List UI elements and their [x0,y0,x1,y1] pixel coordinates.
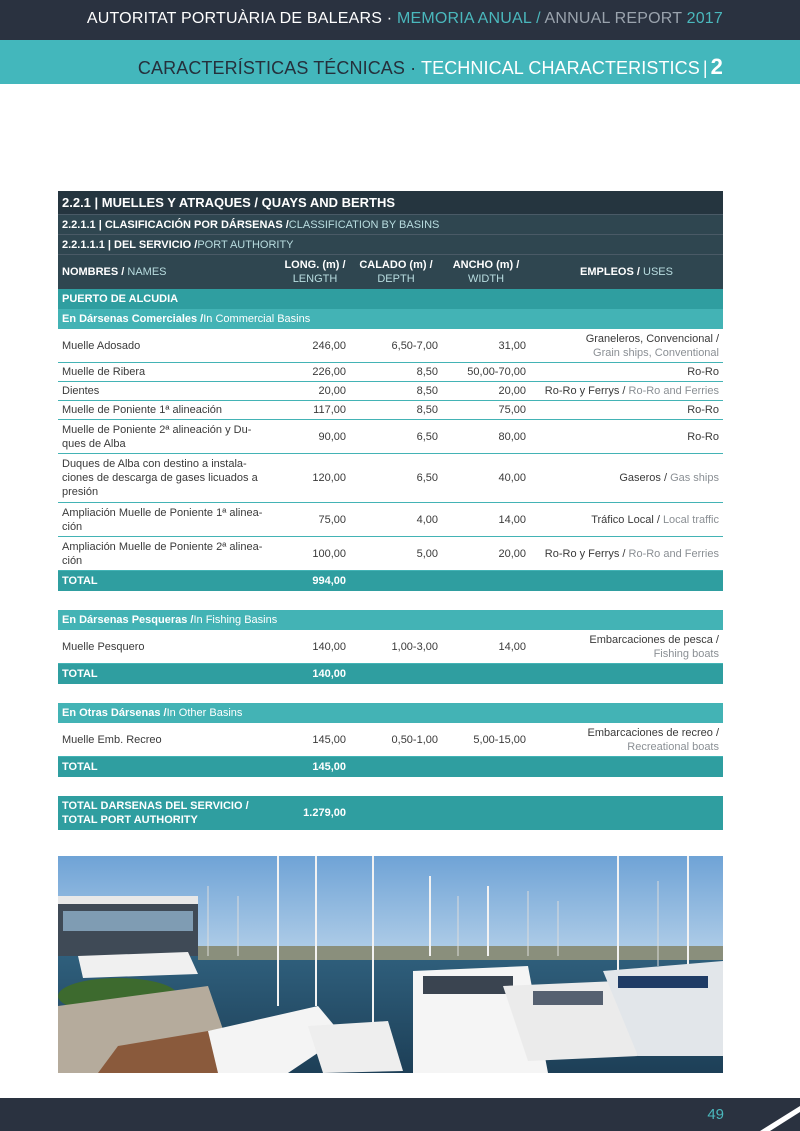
berth-length: 117,00 [313,404,346,416]
berth-width: 14,00 [498,513,526,526]
berth-uses [530,332,723,360]
grand-total-value: 1.279,00 [303,807,346,819]
table-row [58,630,723,664]
berth-name [58,403,280,417]
section-title [138,54,723,80]
total-value: 145,00 [312,761,346,773]
other-total-row [58,757,723,777]
marina-photo [58,856,723,1073]
table-title-row [58,191,723,215]
total-value: 994,00 [312,575,346,587]
col-names-header [58,266,280,278]
berth-depth: 6,50 [416,430,438,443]
berth-depth: 5,00 [416,547,438,560]
classification-label-es: 2.2.1.1 | CLASIFICACIÓN POR DÁRSENAS / [62,218,289,231]
table-row [58,401,723,420]
table-row [58,503,723,537]
title-dot: · [382,10,397,27]
berth-use-es: Ro-Ro [687,404,719,416]
berth-width: 20,00 [498,547,526,560]
berth-use-es: Embarcaciones de pesca / [589,633,719,646]
col-names-en: NAMES [127,266,167,278]
grand-total-label [58,799,280,827]
berth-name-line: presión [62,486,99,498]
berth-name-line: ciones de descarga de gases licuados a [62,472,258,484]
berth-name [58,339,280,353]
section-dot: · [405,58,421,78]
classification-subheader [58,215,723,235]
spacer [58,684,723,703]
section-title-en: TECHNICAL CHARACTERISTICS [421,58,700,78]
berth-length: 120,00 [312,472,346,484]
berth-name-line: Muelle Pesquero [62,640,145,653]
col-depth-es: CALADO (m) / [359,259,433,271]
col-depth-en: DEPTH [377,273,415,285]
report-year: 2017 [681,10,723,27]
berth-use-en: Ro-Ro and Ferries [628,547,719,560]
section-number: 2 [710,54,723,79]
berth-uses [530,513,723,527]
table-row [58,382,723,401]
commercial-label-es: En Dársenas Comerciales / [62,313,204,325]
berth-uses [530,471,723,485]
berth-use-en: Ro-Ro and Ferries [628,385,719,397]
col-uses-en: USES [643,266,673,278]
berth-name-line: Muelle de Poniente 2ª alineación y Du- [62,423,252,436]
section-title-es: CARACTERÍSTICAS TÉCNICAS [137,58,406,78]
total-label: TOTAL [62,668,98,680]
berth-uses [530,547,723,561]
spacer [58,591,723,610]
service-label-en: PORT AUTHORITY [197,238,294,251]
fishing-total-row [58,664,723,684]
spacer [58,777,723,796]
berth-use-es: Ro-Ro [687,366,719,378]
table-row [58,329,723,363]
org-name: AUTORITAT PORTUÀRIA DE BALEARS [86,10,383,27]
berth-name [58,423,280,451]
berth-depth: 8,50 [416,366,438,378]
berth-use-es: Ro-Ro y Ferrys / [544,385,629,397]
other-rows [58,723,723,757]
berth-uses [530,365,723,379]
port-authority-subheader [58,235,723,255]
berth-depth: 8,50 [416,385,438,397]
berth-name-line: Dientes [62,385,100,397]
col-uses-header [530,265,723,279]
fishing-label-es: En Dársenas Pesqueras / [62,614,194,626]
port-row [58,289,723,309]
berth-name [58,365,280,379]
commercial-total-row [58,571,723,591]
berth-name [58,384,280,398]
berth-use-en: Grain ships, Conventional [593,346,719,359]
berth-use-es: Gaseros / [619,472,671,484]
berth-length: 145,00 [312,733,346,746]
berth-name [58,640,280,654]
table-row [58,363,723,382]
memoria-label: MEMORIA ANUAL [396,10,532,27]
berth-name [58,540,280,568]
total-label: TOTAL [62,761,98,773]
berth-depth: 4,00 [416,513,438,526]
berth-uses [530,633,723,661]
berth-length: 140,00 [312,640,346,653]
berth-use-en: Recreational boats [627,740,719,753]
fishing-basin-header [58,610,723,630]
berth-name [58,733,280,747]
berth-use-es: Embarcaciones de recreo / [587,726,719,739]
grand-total-label-en: TOTAL PORT AUTHORITY [62,814,198,826]
berth-use-es: Ro-Ro y Ferrys / [544,547,629,560]
other-basin-header [58,703,723,723]
commercial-label-en: In Commercial Basins [203,313,311,325]
berth-depth: 6,50-7,00 [391,339,438,352]
berth-name-line: Ampliación Muelle de Poniente 1ª alinea- [62,506,263,519]
table-title: 2.2.1 | MUELLES Y ATRAQUES / QUAYS AND BERTHS [62,195,396,210]
berth-uses [530,403,723,417]
berth-name-line: ción [62,554,83,567]
berth-name-line: Duques de Alba con destino a instala- [62,458,247,470]
col-length-en: LENGTH [292,273,338,285]
commercial-rows [58,329,723,571]
berth-depth: 0,50-1,00 [391,733,438,746]
berth-name [58,506,280,534]
annual-report-label: ANNUAL REPORT [544,10,682,27]
berth-width: 80,00 [498,430,526,443]
table-row [58,537,723,571]
page-number: 49 [707,1106,724,1123]
table-row [58,723,723,757]
footer-bar [0,1098,800,1131]
berth-length: 100,00 [312,547,346,560]
column-header-row [58,255,723,289]
col-width-es: ANCHO (m) / [452,259,520,271]
berth-use-en: Fishing boats [653,647,719,660]
berth-name-line: ques de Alba [62,437,126,450]
berth-uses [530,430,723,444]
berth-depth: 8,50 [416,404,438,416]
berth-depth: 1,00-3,00 [391,640,438,653]
fishing-label-en: In Fishing Basins [193,614,278,626]
berth-name-line: Muelle Emb. Recreo [62,733,162,746]
table-row [58,454,723,503]
berth-length: 20,00 [318,385,346,397]
port-name: PUERTO DE ALCUDIA [62,293,179,305]
berth-uses [530,384,723,398]
col-length-header [280,258,350,286]
col-depth-header [350,258,442,286]
report-title [87,10,723,28]
fishing-rows [58,630,723,664]
berth-width: 5,00-15,00 [473,733,526,746]
marina-illustration [58,856,723,1073]
berth-name [58,457,280,499]
berth-name-line: Muelle de Poniente 1ª alineación [62,404,223,416]
berth-use-es: Tráfico Local / [591,513,663,526]
berth-depth: 6,50 [416,472,438,484]
other-label-en: In Other Basins [166,707,243,719]
table-row [58,420,723,454]
berth-length: 226,00 [312,366,346,378]
berth-use-en: Gas ships [670,472,719,484]
col-uses-es: EMPLEOS / [580,266,643,278]
berth-use-es: Graneleros, Convencional / [585,332,719,345]
berth-width: 50,00-70,00 [467,366,526,378]
classification-label-en: CLASSIFICATION BY BASINS [288,218,440,231]
title-slash: / [531,10,545,27]
other-label-es: En Otras Dársenas / [62,707,167,719]
berth-length: 75,00 [318,513,346,526]
berth-width: 14,00 [498,640,526,653]
col-width-header [442,258,530,286]
berth-width: 40,00 [498,472,526,484]
berth-length: 90,00 [318,430,346,443]
quays-berths-table [58,191,723,830]
berth-width: 75,00 [498,404,526,416]
grand-total-label-es: TOTAL DARSENAS DEL SERVICIO / [62,800,249,812]
total-label: TOTAL [62,575,98,587]
service-label-es: 2.2.1.1.1 | DEL SERVICIO / [62,238,198,251]
total-value: 140,00 [312,668,346,680]
commercial-basin-header [58,309,723,329]
berth-name-line: Muelle Adosado [62,339,141,352]
berth-name-line: Ampliación Muelle de Poniente 2ª alinea- [62,540,263,553]
col-length-es: LONG. (m) / [284,259,346,271]
col-names-es: NOMBRES / [62,266,128,278]
col-width-en: WIDTH [467,273,505,285]
berth-use-es: Ro-Ro [687,430,719,443]
berth-name-line: ción [62,520,83,533]
berth-uses [530,726,723,754]
grand-total-row [58,796,723,830]
berth-width: 31,00 [498,339,526,352]
berth-width: 20,00 [498,385,526,397]
berth-length: 246,00 [312,339,346,352]
berth-use-en: Local traffic [662,513,719,526]
section-separator: | [702,58,708,78]
berth-name-line: Muelle de Ribera [62,366,146,378]
